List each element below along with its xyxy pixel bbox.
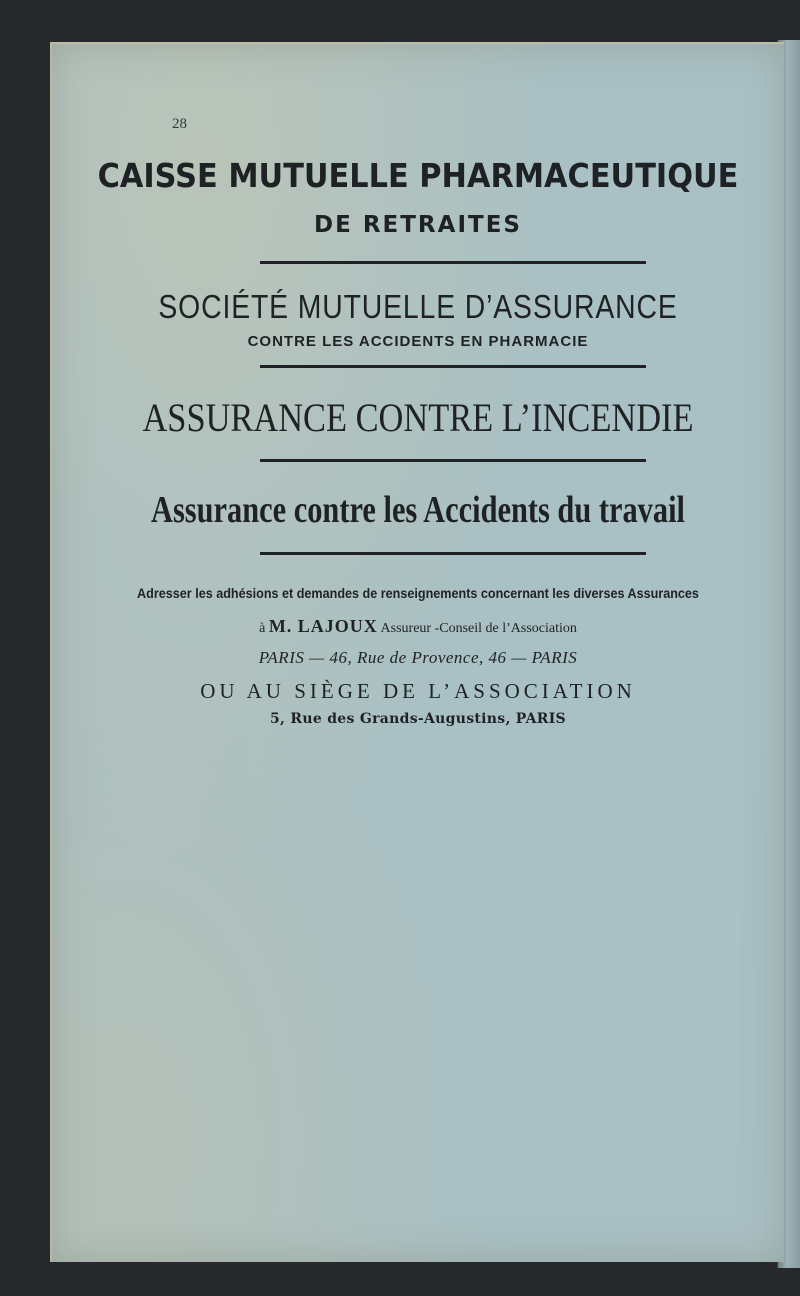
- title-retraites: DE RETRAITES: [314, 212, 522, 238]
- divider-rule: [260, 365, 646, 368]
- siege-address: 5, Rue des Grands-Augustins, PARIS: [270, 711, 566, 727]
- divider-rule: [260, 552, 646, 555]
- heading-assurance-incendie: ASSURANCE CONTRE L’INCENDIE: [142, 395, 694, 440]
- siege-heading: OU AU SIÈGE DE L’ASSOCIATION: [200, 679, 636, 703]
- instruction-text: Adresser les adhésions et demandes de renseignements concernant les diverses Assurances: [137, 585, 699, 601]
- heading-societe-mutuelle: SOCIÉTÉ MUTUELLE D’ASSURANCE: [158, 288, 678, 325]
- document-page: [50, 42, 784, 1262]
- divider-rule: [260, 261, 646, 264]
- title-caisse-mutuelle: CAISSE MUTUELLE PHARMACEUTIQUE: [97, 156, 739, 195]
- contact-prefix: à: [259, 621, 266, 636]
- subheading-accidents-pharmacie: CONTRE LES ACCIDENTS EN PHARMACIE: [247, 333, 589, 350]
- divider-rule: [260, 459, 646, 462]
- contact-name: M. LAJOUX: [268, 616, 378, 636]
- contact-address: PARIS — 46, Rue de Provence, 46 — PARIS: [258, 648, 578, 667]
- page-number: 28: [172, 116, 187, 132]
- contact-line: [52, 616, 784, 637]
- contact-role: Assureur -Conseil de l’Association: [380, 621, 577, 636]
- heading-accidents-travail: Assurance contre les Accidents du travail: [151, 489, 685, 531]
